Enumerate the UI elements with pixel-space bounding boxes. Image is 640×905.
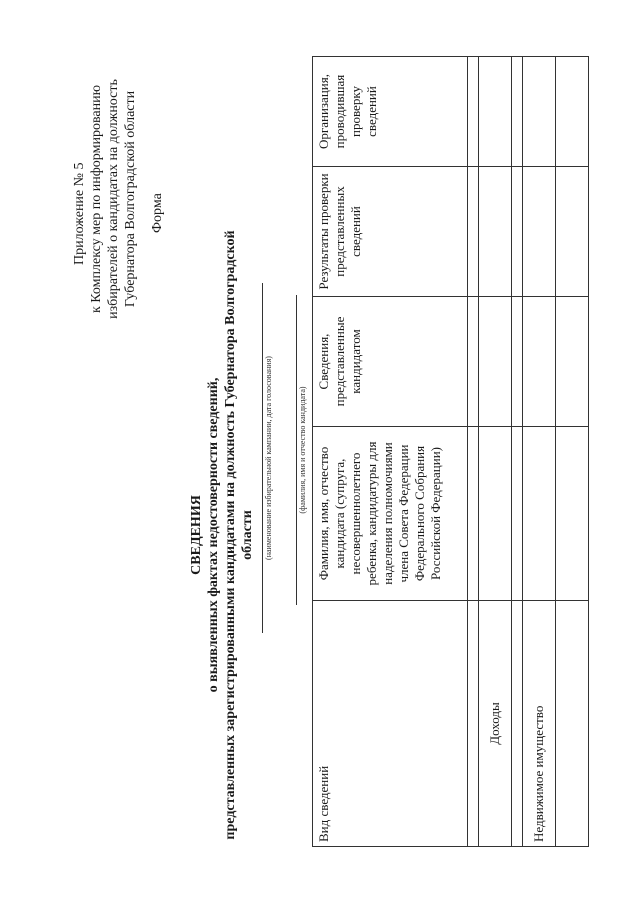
appendix-number: Приложение № 5	[72, 162, 87, 265]
table-row	[523, 57, 556, 847]
table-cell	[479, 297, 512, 427]
title-heading: СВЕДЕНИЯ	[189, 495, 204, 575]
table-cell	[512, 601, 523, 847]
form-label: Форма	[150, 193, 165, 233]
row-label: Доходы	[479, 601, 512, 847]
table-cell	[523, 297, 556, 427]
table-cell	[468, 57, 479, 167]
header-name: Фамилия, имя, отчество кандидата (супруга, несовершеннолетнего ребенка, кандидатуры для наделения полномочиями члена Совета Федерации Федерального Собрания Российской Федерации)	[313, 427, 468, 601]
header-results: Результаты проверки представленных сведений	[313, 167, 468, 297]
row-label: Недвижимое имущество	[523, 601, 556, 847]
table-cell	[523, 57, 556, 167]
table-cell	[556, 57, 589, 167]
campaign-line	[262, 283, 263, 633]
table-cell	[479, 167, 512, 297]
table-row	[556, 57, 589, 847]
campaign-hint: (наименование избирательной кампании, дата голосования)	[264, 356, 273, 560]
table-cell	[556, 167, 589, 297]
table-cell	[468, 167, 479, 297]
table-cell	[479, 57, 512, 167]
table-cell	[479, 427, 512, 601]
header-organization: Организация, проводившая проверку сведений	[313, 57, 468, 167]
table-cell	[468, 601, 479, 847]
table-cell	[556, 297, 589, 427]
reference-line: к Комплексу мер по информированию	[89, 84, 104, 314]
reference-line: избирателей о кандидатах на должность	[106, 79, 121, 319]
table-cell	[468, 297, 479, 427]
row-label	[556, 601, 589, 847]
table-cell	[523, 167, 556, 297]
title-line: представленных зарегистрированными кандидатами на должность Губернатора Волгоградской области	[223, 230, 255, 840]
table-cell	[523, 427, 556, 601]
table-cell	[512, 427, 523, 601]
table-cell	[512, 57, 523, 167]
header-type: Вид сведений	[313, 601, 468, 847]
table-row	[512, 57, 523, 847]
table-header-row	[313, 57, 468, 847]
table-cell	[468, 427, 479, 601]
appendix-reference	[88, 49, 139, 349]
table-cell	[512, 167, 523, 297]
document-title	[188, 225, 256, 845]
title-line: о выявленных фактах недостоверности сведений,	[206, 377, 221, 693]
facts-table	[312, 56, 589, 847]
candidate-hint: (фамилия, имя и отчество кандидата)	[298, 386, 307, 514]
table-cell	[556, 427, 589, 601]
candidate-line	[296, 295, 297, 605]
table-row	[479, 57, 512, 847]
header-submitted: Сведения, представленные кандидатом	[313, 297, 468, 427]
table-cell	[512, 297, 523, 427]
table-row	[468, 57, 479, 847]
reference-line: Губернатора Волгоградской области	[123, 90, 138, 308]
